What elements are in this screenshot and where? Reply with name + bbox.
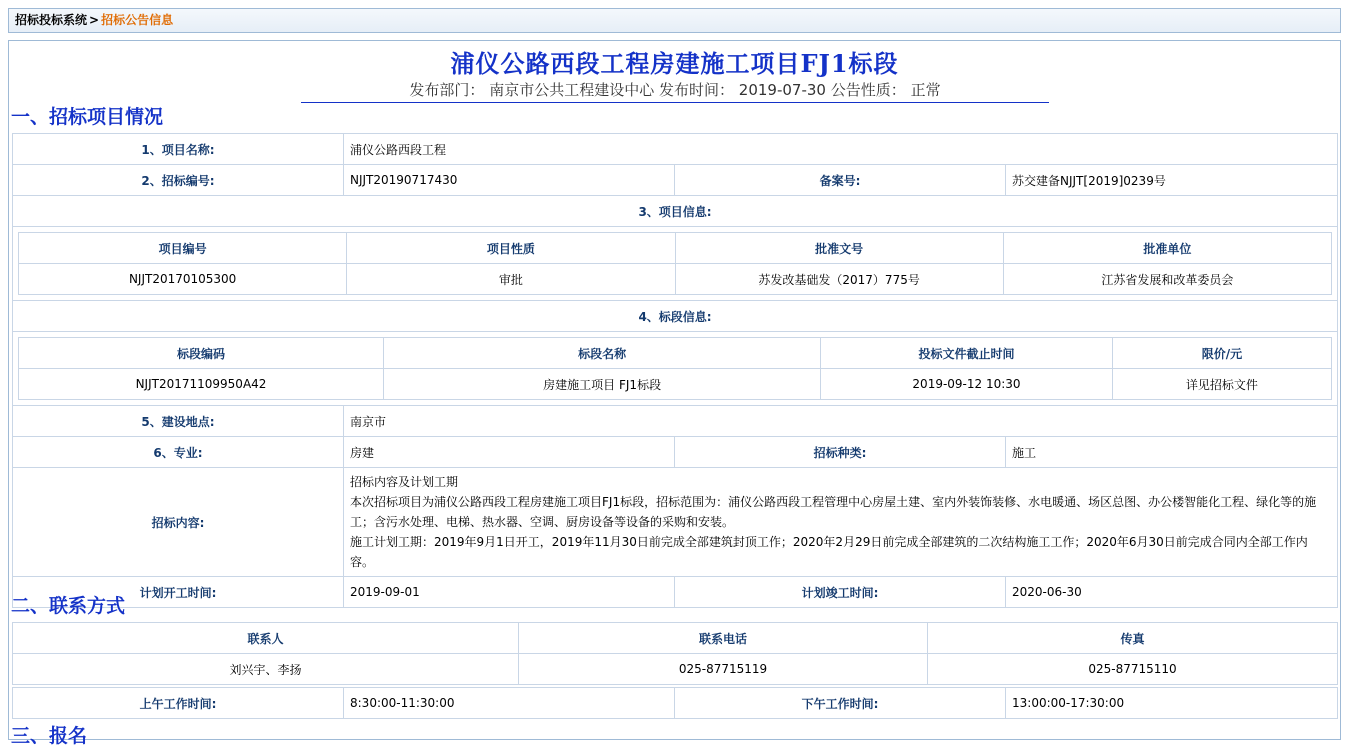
table-row <box>19 338 1332 369</box>
location-value: 南京市 <box>344 406 1338 437</box>
end-date-value: 2020-06-30 <box>1006 577 1338 608</box>
info-cell: NJJT20170105300 <box>19 264 347 295</box>
table-row <box>13 468 1338 577</box>
time-label: 发布时间： <box>659 81 735 99</box>
table-row <box>13 332 1338 406</box>
bid-type-value: 施工 <box>1006 437 1338 468</box>
bid-header: 限价/元 <box>1112 338 1331 369</box>
pm-hours-value: 13:00:00-17:30:00 <box>1006 688 1338 719</box>
bid-code-value: NJJT20190717430 <box>344 165 675 196</box>
announcement-panel <box>8 40 1341 747</box>
contact-phone: 025-87715119 <box>519 654 928 685</box>
table-row <box>13 577 1338 608</box>
info-header: 项目性质 <box>347 233 675 264</box>
bid-cell: 2019-09-12 10:30 <box>821 369 1112 400</box>
am-hours-value: 8:30:00-11:30:00 <box>344 688 675 719</box>
table-row <box>13 165 1338 196</box>
project-info-label: 3、项目信息: <box>13 196 1338 227</box>
time-value: 2019-07-30 <box>738 81 826 99</box>
worktime-table <box>12 687 1338 719</box>
project-info-wrapper <box>13 227 1338 301</box>
section-registration-heading: 三、报名 <box>11 725 88 747</box>
bid-header: 标段名称 <box>384 338 821 369</box>
end-date-label: 计划竣工时间: <box>675 577 1006 608</box>
content-line: 本次招标项目为浦仪公路西段工程房建施工项目FJ1标段，招标范围为：浦仪公路西段工程管理中心房屋土建、室内外装饰装修、水电暖通、场区总图、办公楼智能化工程、绿化等的施工；含污水处理、电梯、热水器、空调、厨房设备等设备的采购和安装。 <box>350 495 1317 529</box>
table-row <box>19 233 1332 264</box>
pm-hours-label: 下午工作时间: <box>675 688 1006 719</box>
record-value: 苏交建备NJJT[2019]0239号 <box>1006 165 1338 196</box>
breadcrumb <box>8 8 1341 33</box>
nature-label: 公告性质： <box>830 81 906 99</box>
info-header: 批准文号 <box>675 233 1003 264</box>
breadcrumb-root[interactable]: 招标投标系统 <box>15 13 88 27</box>
start-date-label: 计划开工时间: <box>13 577 344 608</box>
project-info-table <box>18 232 1332 295</box>
info-cell: 审批 <box>347 264 675 295</box>
location-label: 5、建设地点: <box>13 406 344 437</box>
bid-section-label: 4、标段信息: <box>13 301 1338 332</box>
major-value: 房建 <box>344 437 675 468</box>
bid-cell: 房建施工项目 FJ1标段 <box>384 369 821 400</box>
contact-table <box>12 622 1338 685</box>
table-row <box>13 406 1338 437</box>
breadcrumb-separator: > <box>89 13 100 27</box>
record-label: 备案号: <box>675 165 1006 196</box>
contact-header: 联系电话 <box>519 623 928 654</box>
bid-cell: 详见招标文件 <box>1112 369 1331 400</box>
table-row <box>13 654 1338 685</box>
table-row <box>13 196 1338 227</box>
table-row <box>19 369 1332 400</box>
table-row <box>13 437 1338 468</box>
contact-person: 刘兴宇、李扬 <box>13 654 519 685</box>
bid-type-label: 招标种类: <box>675 437 1006 468</box>
bid-section-table <box>18 337 1332 400</box>
project-table <box>12 133 1338 608</box>
table-row <box>13 301 1338 332</box>
info-cell: 江苏省发展和改革委员会 <box>1003 264 1331 295</box>
table-row <box>13 623 1338 654</box>
section-contact-heading: 二、联系方式 <box>11 595 126 617</box>
project-name-label: 1、项目名称: <box>13 134 344 165</box>
contact-header: 联系人 <box>13 623 519 654</box>
table-row <box>13 688 1338 719</box>
contact-fax: 025-87715110 <box>928 654 1338 685</box>
info-header: 项目编号 <box>19 233 347 264</box>
dept-value: 南京市公共工程建设中心 <box>489 81 655 99</box>
table-row <box>13 227 1338 301</box>
bid-section-wrapper <box>13 332 1338 406</box>
start-date-value: 2019-09-01 <box>344 577 675 608</box>
table-row <box>13 134 1338 165</box>
table-row <box>19 264 1332 295</box>
am-hours-label: 上午工作时间: <box>13 688 344 719</box>
bid-code-label: 2、招标编号: <box>13 165 344 196</box>
content-value <box>344 468 1338 577</box>
nature-value: 正常 <box>910 81 941 99</box>
breadcrumb-current: 招标公告信息 <box>101 13 174 27</box>
info-header: 批准单位 <box>1003 233 1331 264</box>
bid-header: 标段编码 <box>19 338 384 369</box>
info-cell: 苏发改基础发（2017）775号 <box>675 264 1003 295</box>
content-label: 招标内容: <box>13 468 344 577</box>
section-project-heading: 一、招标项目情况 <box>11 106 164 128</box>
announcement-meta <box>301 79 1049 103</box>
bid-cell: NJJT20171109950A42 <box>19 369 384 400</box>
project-name-value: 浦仪公路西段工程 <box>344 134 1338 165</box>
contact-header: 传真 <box>928 623 1338 654</box>
dept-label: 发布部门： <box>409 81 485 99</box>
bid-header: 投标文件截止时间 <box>821 338 1112 369</box>
major-label: 6、专业: <box>13 437 344 468</box>
content-line: 施工计划工期：2019年9月1日开工，2019年11月30日前完成全部建筑封顶工作；2020年2月29日前完成全部建筑的二次结构施工工作；2020年6月30日前完成合同内全部工作内容。 <box>350 535 1308 569</box>
content-line: 招标内容及计划工期 <box>350 475 459 489</box>
page-title: 浦仪公路西段工程房建施工项目FJ1标段 <box>450 49 899 78</box>
